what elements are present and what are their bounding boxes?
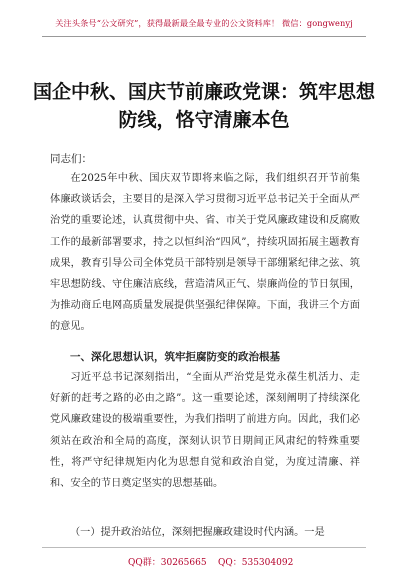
title-line-1: 国企中秋、国庆节前廉政党课：筑牢思想 bbox=[32, 81, 375, 103]
section-heading-1: 一、深化思想认识，筑牢拒腐防变的政治根基 bbox=[70, 351, 280, 363]
paragraph-intro: 在2025年中秋、国庆双节即将来临之际，我们组织召开节前集体廉政谈话会，主要目的是深入学习贯彻习近平总书记关于全面从严治党的重要论述，认真贯彻中央、省、市关于党风廉政建设和反腐败工作的最新部署要求，持之以恒纠治“四风”，持续巩固拓展主题教育成果，教育引导公司全体党员干部特别是领导干部绷紧纪律之弦、筑牢思想防线、守住廉洁底线，营造清风正气、崇廉尚俭的节日氛围，为推动商丘电网高质量发展提供坚强纪律保障。下面，我讲三个方面的意见。 bbox=[50, 173, 360, 333]
promo-banner: 关注头条号“公文研究”，获得最新最全最专业的公文资料库！ 微信：gongwenyj bbox=[55, 18, 353, 28]
paragraph-section-1: 习近平总书记深刻指出，“全面从严治党是党永葆生机活力、走好新的赶考之路的必由之路”。这一重要论述，深刻阐明了持续深化党风廉政建设的极端重要性，为我们指明了前进方向。因此，我们必须站在政治和全局的高度，深刻认识节日期间正风肃纪的特殊重要性，将严守纪律规矩内化为思想自觉和政治自觉，为度过清廉、祥和、安全的节日奠定坚实的思想基础。 bbox=[50, 372, 360, 490]
document-title bbox=[30, 78, 378, 134]
qq-group-label: QQ群：30265665 bbox=[128, 558, 207, 568]
header-divider bbox=[42, 36, 366, 37]
subsection-heading-1: （一）提升政治站位，深刻把握廉政建设时代内涵。一是 bbox=[70, 527, 325, 538]
footer-divider bbox=[42, 547, 366, 548]
qq-contact-label: QQ：535304092 bbox=[218, 558, 294, 568]
title-line-2: 防线，恪守清廉本色 bbox=[118, 109, 290, 131]
salutation: 同志们： bbox=[50, 153, 92, 165]
